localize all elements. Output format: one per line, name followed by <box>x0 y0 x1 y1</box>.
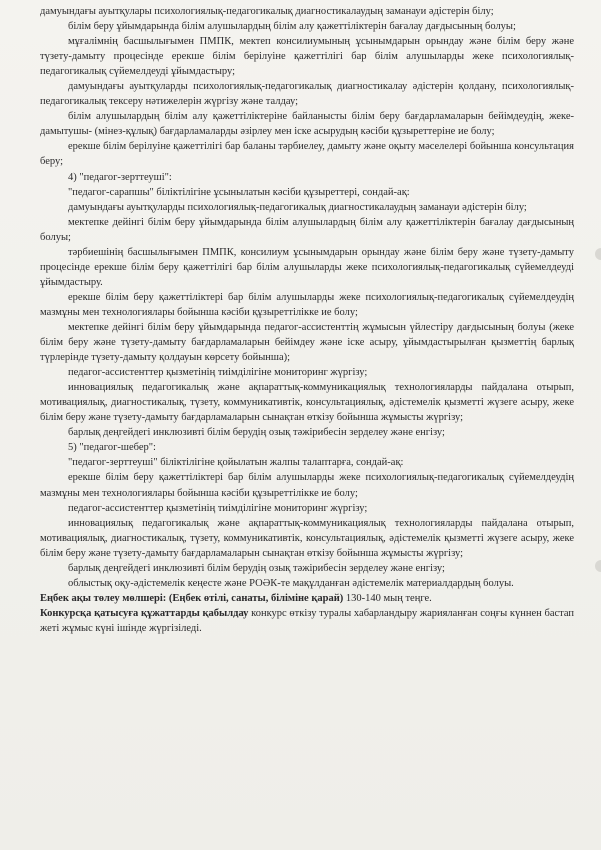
paragraph: инновациялық педагогикалық және ақпараттық-коммуникациялық технологияларды пайдалана отырып, мотивациялық, диагностикалық, түзету, коммуникативтік, консультациялық, әдістемелік қызметті жүзеге асыру, жеке білім беру және түзету-дамыту бағдарламаларын сынақтан өткізу бойынша жұмысты жүргізу; <box>40 382 574 424</box>
salary-qualifier: (Еңбек өтілі, санаты, біліміне қарай) <box>168 592 344 604</box>
paragraph: педагог-ассистенттер қызметінің тиімділігіне мониторинг жүргізу; <box>68 502 368 514</box>
binder-hole <box>595 248 601 260</box>
paragraph: облыстық оқу-әдістемелік кеңесте және РОӘК-те мақұлданған әдістемелік материалдардың болуы. <box>68 577 514 589</box>
paragraph: "педагог-зерттеуші" біліктілігіне қойылатын жалпы талаптарға, сондай-ақ: <box>68 457 404 469</box>
paragraph: білім беру ұйымдарында білім алушылардың білім алу қажеттіліктерін бағалау дағдысының болуы; <box>68 21 516 33</box>
paragraph: педагог-ассистенттер қызметінің тиімділігіне мониторинг жүргізу; <box>68 367 368 379</box>
paragraph: дамуындағы ауытқуларды психологиялық-педагогикалық диагностикалау әдістерін қолдану, психологиялық-педагогикалық тексеру нәтижелерін жүргізу және талдау; <box>40 81 574 108</box>
paragraph: ерекше білім берілуіне қажеттілігі бар баланы тәрбиелеу, дамыту және оқыту мәселелері бойынша консультация беру; <box>40 141 574 168</box>
salary-amount: 130-140 мың теңге. <box>345 592 432 604</box>
binder-hole <box>595 560 601 572</box>
paragraph: ерекше білім беру қажеттіліктері бар білім алушыларды жеке психологиялық-педагогикалық сүйемелдеудің мазмұны мен технологиялары бойынша кәсіби құзыреттілікке ие болу; <box>40 291 574 318</box>
paragraph: дамуындағы ауытқуларды психологиялық-педагогикалық диагностикалаудың заманауи әдістерін білу; <box>68 201 527 213</box>
section-heading: 4) "педагог-зерттеуші": <box>68 171 172 183</box>
paragraph: мектепке дейінгі білім беру ұйымдарында білім алушылардың білім алу қажеттіліктерін бағалау дағдысының болуы; <box>40 216 574 243</box>
paragraph: "педагог-сарапшы" біліктілігіне ұсынылатын кәсіби құзыреттері, сондай-ақ: <box>68 186 410 198</box>
paragraph: мұғалімнің басшылығымен ПМПК, мектеп консилиумының ұсынымдарын орындау және білім беру және түзету-дамыту процесінде ерекше білім берілуіне қажеттілігі бар білім алушыларды жеке психологиялық-педагогикалық сүйемелдеуді ұйымдастыру; <box>40 36 574 78</box>
paragraph: барлық деңгейдегі инклюзивті білім берудің озық тәжірибесін зерделеу және енгізу; <box>68 562 445 574</box>
paragraph: барлық деңгейдегі инклюзивті білім берудің озық тәжірибесін зерделеу және енгізу; <box>68 427 445 439</box>
salary-label: Еңбек ақы төлеу мөлшері: <box>40 592 167 604</box>
section-heading: 5) "педагог-шебер": <box>68 442 156 454</box>
paragraph: дамуындағы ауытқулары психологиялық-педагогикалық диагностикалаудың заманауи әдістерін білу; <box>40 6 494 17</box>
paragraph: инновациялық педагогикалық және ақпараттық-коммуникациялық технологияларды пайдалана отырып, мотивациялық, диагностикалық, түзету, коммуникативтік, консультациялық, әдістемелік қызметті жүзеге асыру, жеке білім беру және түзету-дамыту бағдарламаларын сынақтан өткізу бойынша жұмысты жүргізу; <box>40 517 574 559</box>
paragraph: ерекше білім беру қажеттіліктері бар білім алушыларды жеке психологиялық-педагогикалық сүйемелдеудің мазмұны мен технологиялары бойынша кәсіби құзыреттілікке ие болу; <box>40 472 574 499</box>
paragraph: тәрбиешінің басшылығымен ПМПК, консилиум ұсынымдарын орындау және білім беру және түзету-дамыту процесінде ерекше білім беру қажеттілігі бар білім алушыларды жеке психологиялық-педагогикалық сүйемелдеуді ұйымдастыру. <box>40 246 574 288</box>
salary-line <box>40 591 574 606</box>
paragraph: мектепке дейінгі білім беру ұйымдарында педагог-ассистенттің жұмысын үйлестіру дағдысының болуы (жеке білім беру және түзету-дамыту бағдарламаларын бейімдеу және іске асыру, ұйымдастырылған қызметтің барлық түрлерінде түзету-дамыту қолдауын көрсету бойынша); <box>40 321 574 364</box>
document-body <box>40 4 574 636</box>
acceptance-label: Конкурсқа қатысуға құжаттарды қабылдау <box>40 607 249 619</box>
acceptance-text: конкурс өткізу туралы хабарландыру жарияланған соңғы күннен бастап жеті жұмыс күні ішінде жүргізіледі. <box>40 607 575 634</box>
paragraph: білім алушылардың білім алу қажеттіліктеріне байланысты білім беру бағдарламаларын бейімдеудің, жеке-дамытушы- (мінез-құлық) бағдарламаларды әзірлеу мен іске асырудың кәсіби құзыреттеріне ие болу; <box>40 111 574 138</box>
acceptance-line <box>40 606 574 636</box>
